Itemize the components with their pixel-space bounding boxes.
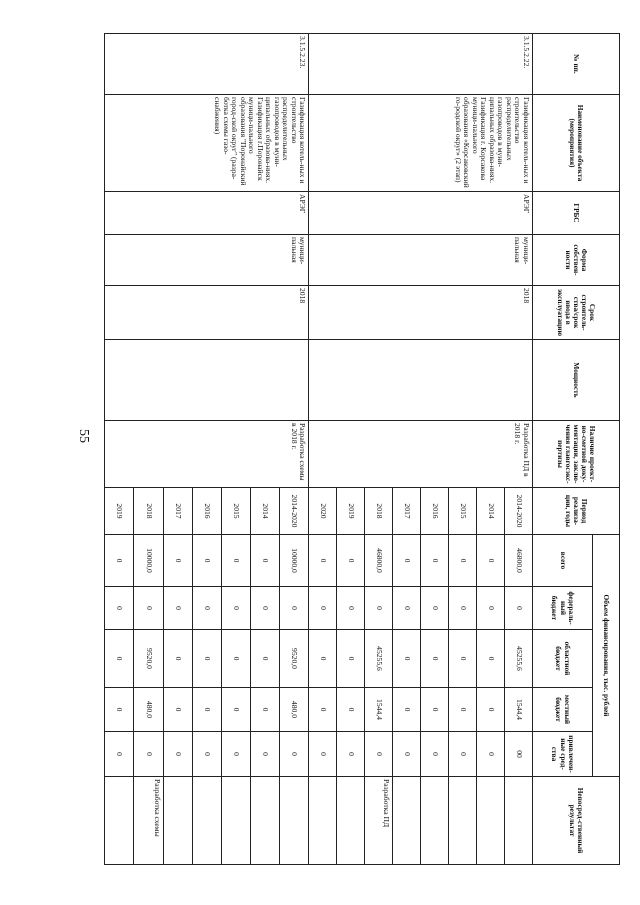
federal-cell: 0 bbox=[337, 587, 365, 630]
regional-cell: 45255,6 bbox=[505, 630, 533, 688]
local-cell: 0 bbox=[163, 688, 192, 732]
total-cell: 46800,0 bbox=[365, 535, 393, 587]
total-cell: 0 bbox=[192, 535, 221, 587]
header-attracted: привлечен-ные сред-ства bbox=[533, 732, 593, 777]
result-cell: Разработка схемы bbox=[134, 777, 163, 865]
local-cell: 0 bbox=[477, 688, 505, 732]
period-cell: 2018 bbox=[134, 488, 163, 535]
period-cell: 2016 bbox=[192, 488, 221, 535]
period-cell: 2015 bbox=[449, 488, 477, 535]
attracted-cell: 0 bbox=[105, 732, 134, 777]
object-ownership-cell: муници-пальная bbox=[105, 235, 309, 286]
result-cell bbox=[505, 777, 533, 865]
regional-cell: 0 bbox=[337, 630, 365, 688]
attracted-cell: 0 bbox=[421, 732, 449, 777]
header-total: всего bbox=[533, 535, 593, 587]
federal-cell: 0 bbox=[163, 587, 192, 630]
local-cell: 0 bbox=[250, 688, 279, 732]
attracted-cell: 0 bbox=[280, 732, 309, 777]
attracted-cell: 0 bbox=[309, 732, 337, 777]
local-cell: 0 bbox=[421, 688, 449, 732]
regional-cell: 0 bbox=[421, 630, 449, 688]
period-cell: 2014 bbox=[477, 488, 505, 535]
header-ownership: Форма собствен-ности bbox=[533, 235, 620, 286]
total-cell: 0 bbox=[221, 535, 250, 587]
header-local: местный бюджет bbox=[533, 688, 593, 732]
regional-cell: 0 bbox=[221, 630, 250, 688]
table-row bbox=[280, 34, 309, 865]
local-cell: 0 bbox=[337, 688, 365, 732]
object-name-cell: Газификация котель-ных и строительство распределительных газопроводов в муни-ципальных образова-ниях. Газификация г. Корсакова муници-пального образования «Корсаковский го-родской округ» (2 этап) bbox=[309, 95, 533, 192]
period-cell: 2015 bbox=[221, 488, 250, 535]
period-cell: 2014 bbox=[250, 488, 279, 535]
regional-cell: 45255,6 bbox=[365, 630, 393, 688]
result-cell bbox=[337, 777, 365, 865]
attracted-cell: 0 bbox=[134, 732, 163, 777]
object-deadline-cell: 2018 bbox=[309, 286, 533, 340]
attracted-cell: 0 bbox=[477, 732, 505, 777]
result-cell bbox=[477, 777, 505, 865]
federal-cell: 0 bbox=[134, 587, 163, 630]
federal-cell: 0 bbox=[250, 587, 279, 630]
local-cell: 0 bbox=[449, 688, 477, 732]
total-cell: 0 bbox=[250, 535, 279, 587]
total-cell: 10000,0 bbox=[280, 535, 309, 587]
federal-cell: 0 bbox=[365, 587, 393, 630]
regional-cell: 0 bbox=[192, 630, 221, 688]
regional-cell: 0 bbox=[393, 630, 421, 688]
local-cell: 1544,4 bbox=[505, 688, 533, 732]
local-cell: 0 bbox=[221, 688, 250, 732]
object-deadline-cell: 2018 bbox=[105, 286, 309, 340]
local-cell: 0 bbox=[192, 688, 221, 732]
object-name-cell: Газификация котель-ных и строительство распределительных газопроводов в муни-ципальных образова-ниях. Газификация г.Поронайск муници-пального образования "Поронайский город-ской округ" (разра-ботка схемы газо-снабжения) bbox=[105, 95, 309, 192]
header-num: № пп. bbox=[533, 34, 620, 95]
total-cell: 0 bbox=[105, 535, 134, 587]
result-cell bbox=[192, 777, 221, 865]
result-cell bbox=[250, 777, 279, 865]
result-cell bbox=[309, 777, 337, 865]
attracted-cell: 0 bbox=[250, 732, 279, 777]
object-number-cell: 3.1.5.2.22. bbox=[309, 34, 533, 95]
attracted-cell: 0 bbox=[393, 732, 421, 777]
attracted-cell: 0 bbox=[192, 732, 221, 777]
table-body bbox=[105, 34, 533, 865]
attracted-cell: 0 bbox=[337, 732, 365, 777]
object-design-docs-cell: Разработка схемы в 2018 г. bbox=[105, 421, 309, 488]
page-number: 55 bbox=[76, 429, 91, 443]
header-deadline: Срок строитель-ства/срок ввода в эксплуатацию bbox=[533, 286, 620, 340]
total-cell: 0 bbox=[337, 535, 365, 587]
total-cell: 0 bbox=[449, 535, 477, 587]
attracted-cell: 0 bbox=[221, 732, 250, 777]
local-cell: 480,0 bbox=[280, 688, 309, 732]
object-capacity-cell bbox=[105, 340, 309, 421]
period-cell: 2018 bbox=[365, 488, 393, 535]
object-capacity-cell bbox=[309, 340, 533, 421]
local-cell: 0 bbox=[309, 688, 337, 732]
attracted-cell: 0 bbox=[449, 732, 477, 777]
total-cell: 0 bbox=[309, 535, 337, 587]
federal-cell: 0 bbox=[421, 587, 449, 630]
total-cell: 0 bbox=[477, 535, 505, 587]
attracted-cell: 00 bbox=[505, 732, 533, 777]
regional-cell: 0 bbox=[250, 630, 279, 688]
period-cell: 2014-2020 bbox=[505, 488, 533, 535]
regional-cell: 0 bbox=[309, 630, 337, 688]
result-cell bbox=[449, 777, 477, 865]
total-cell: 46800,0 bbox=[505, 535, 533, 587]
period-cell: 2020 bbox=[309, 488, 337, 535]
total-cell: 0 bbox=[393, 535, 421, 587]
federal-cell: 0 bbox=[221, 587, 250, 630]
table-row bbox=[505, 34, 533, 865]
local-cell: 480,0 bbox=[134, 688, 163, 732]
federal-cell: 0 bbox=[393, 587, 421, 630]
federal-cell: 0 bbox=[105, 587, 134, 630]
funding-table bbox=[104, 33, 620, 865]
header-federal: федераль-ный бюджет bbox=[533, 587, 593, 630]
regional-cell: 0 bbox=[477, 630, 505, 688]
regional-cell: 0 bbox=[449, 630, 477, 688]
rotated-table-container bbox=[104, 33, 620, 864]
result-cell bbox=[421, 777, 449, 865]
result-cell bbox=[221, 777, 250, 865]
header-regional: областной бюджет bbox=[533, 630, 593, 688]
period-cell: 2016 bbox=[421, 488, 449, 535]
header-grbs: ГРБС bbox=[533, 192, 620, 235]
total-cell: 0 bbox=[421, 535, 449, 587]
header-capacity: Мощность bbox=[533, 340, 620, 421]
attracted-cell: 0 bbox=[163, 732, 192, 777]
period-cell: 2019 bbox=[337, 488, 365, 535]
federal-cell: 0 bbox=[280, 587, 309, 630]
object-design-docs-cell: Разработка ПД в 2018 г. bbox=[309, 421, 533, 488]
header-direct-result: Непосред-ственный результат bbox=[533, 777, 620, 865]
regional-cell: 9520,0 bbox=[280, 630, 309, 688]
local-cell: 0 bbox=[393, 688, 421, 732]
local-cell: 1544,4 bbox=[365, 688, 393, 732]
period-cell: 2017 bbox=[393, 488, 421, 535]
result-cell bbox=[105, 777, 134, 865]
attracted-cell: 0 bbox=[365, 732, 393, 777]
object-grbs-cell: АРЭГ bbox=[309, 192, 533, 235]
result-cell bbox=[280, 777, 309, 865]
result-cell bbox=[163, 777, 192, 865]
header-funding-group: Объем финансирования, тыс. рублей bbox=[593, 535, 620, 777]
period-cell: 2014-2020 bbox=[280, 488, 309, 535]
regional-cell: 0 bbox=[163, 630, 192, 688]
header-period: Период реализа-ции, годы bbox=[533, 488, 620, 535]
period-cell: 2017 bbox=[163, 488, 192, 535]
regional-cell: 0 bbox=[105, 630, 134, 688]
result-cell: Разработка ПД bbox=[365, 777, 393, 865]
header-design-docs: Наличие проект-но-сметной доку-ментации, заклю-чения главгосэкс-пертизы bbox=[533, 421, 620, 488]
local-cell: 0 bbox=[105, 688, 134, 732]
object-ownership-cell: муници-пальная bbox=[309, 235, 533, 286]
federal-cell: 0 bbox=[192, 587, 221, 630]
federal-cell: 0 bbox=[477, 587, 505, 630]
header-name: Наименование объекта (мероприятия) bbox=[533, 95, 620, 192]
federal-cell: 0 bbox=[449, 587, 477, 630]
regional-cell: 9520,0 bbox=[134, 630, 163, 688]
federal-cell: 0 bbox=[505, 587, 533, 630]
period-cell: 2019 bbox=[105, 488, 134, 535]
total-cell: 0 bbox=[163, 535, 192, 587]
result-cell bbox=[393, 777, 421, 865]
total-cell: 10000,0 bbox=[134, 535, 163, 587]
federal-cell: 0 bbox=[309, 587, 337, 630]
object-grbs-cell: АРЭГ bbox=[105, 192, 309, 235]
object-number-cell: 3.1.5.2.23. bbox=[105, 34, 309, 95]
